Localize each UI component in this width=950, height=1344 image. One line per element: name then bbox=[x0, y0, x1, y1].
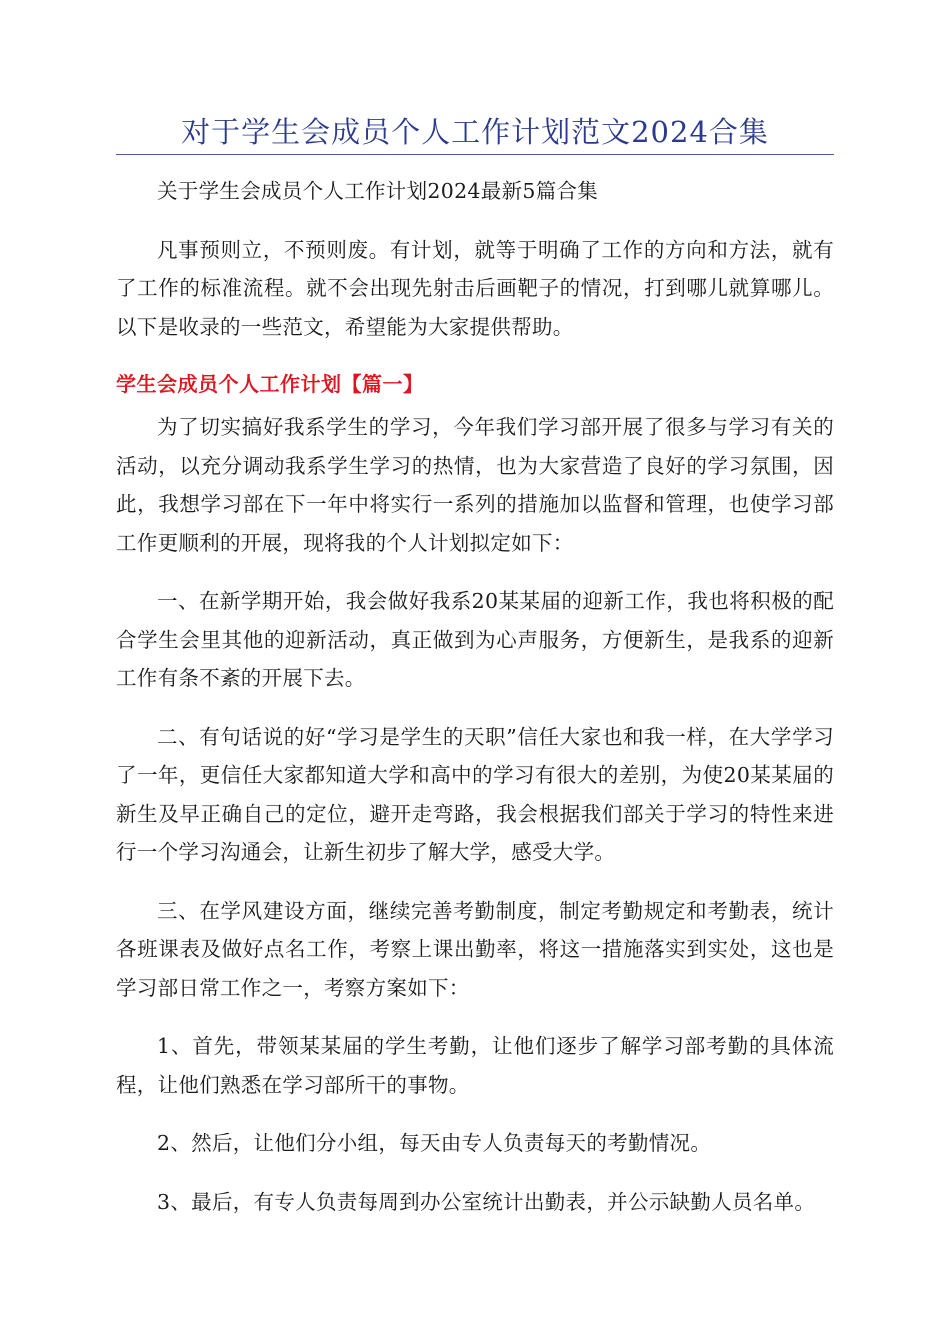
body-paragraph: 为了切实搞好我系学生的学习，今年我们学习部开展了很多与学习有关的活动，以充分调动我系学生学习的热情，也为大家营造了良好的学习氛围，因此，我想学习部在下一年中将实行一系列的措施加以监督和管理，也使学习部工作更顺利的开展，现将我的个人计划拟定如下： bbox=[116, 415, 834, 555]
list-item-paragraph: 1、首先，带领某某届的学生考勤，让他们逐步了解学习部考勤的具体流程，让他们熟悉在学习部所干的事物。 bbox=[116, 1034, 834, 1097]
body-paragraph: 二、有句话说的好“学习是学生的天职”信任大家也和我一样，在大学学习了一年，更信任大家都知道大学和高中的学习有很大的差别，为使20某某届的新生及早正确自己的定位，避开走弯路，我会根据我们部关于学习的特性来进行一个学习沟通会，让新生初步了解大学，感受大学。 bbox=[116, 724, 834, 864]
body-paragraph: 三、在学风建设方面，继续完善考勤制度，制定考勤规定和考勤表，统计各班课表及做好点名工作，考察上课出勤率，将这一措施落实到实处，这也是学习部日常工作之一，考察方案如下： bbox=[116, 898, 834, 1000]
document-body bbox=[116, 172, 834, 1241]
document-subtitle: 关于学生会成员个人工作计划2024最新5篇合集 bbox=[157, 179, 599, 203]
title-underline bbox=[116, 154, 834, 155]
list-item-paragraph: 3、最后，有专人负责每周到办公室统计出勤表，并公示缺勤人员名单。 bbox=[157, 1189, 816, 1214]
body-paragraph: 一、在新学期开始，我会做好我系20某某届的迎新工作，我也将积极的配合学生会里其他的迎新活动，真正做到为心声服务，方便新生，是我系的迎新工作有条不紊的开展下去。 bbox=[116, 589, 834, 690]
section-heading: 学生会成员个人工作计划【篇一】 bbox=[116, 372, 424, 396]
intro-paragraph: 凡事预则立，不预则废。有计划，就等于明确了工作的方向和方法，就有了工作的标准流程。就不会出现先射击后画靶子的情况，打到哪儿就算哪儿。以下是收录的一些范文，希望能为大家提供帮助。 bbox=[116, 237, 834, 339]
list-item-paragraph: 2、然后，让他们分小组，每天由专人负责每天的考勤情况。 bbox=[157, 1131, 712, 1155]
document-title: 对于学生会成员个人工作计划范文2024合集 bbox=[181, 115, 769, 149]
